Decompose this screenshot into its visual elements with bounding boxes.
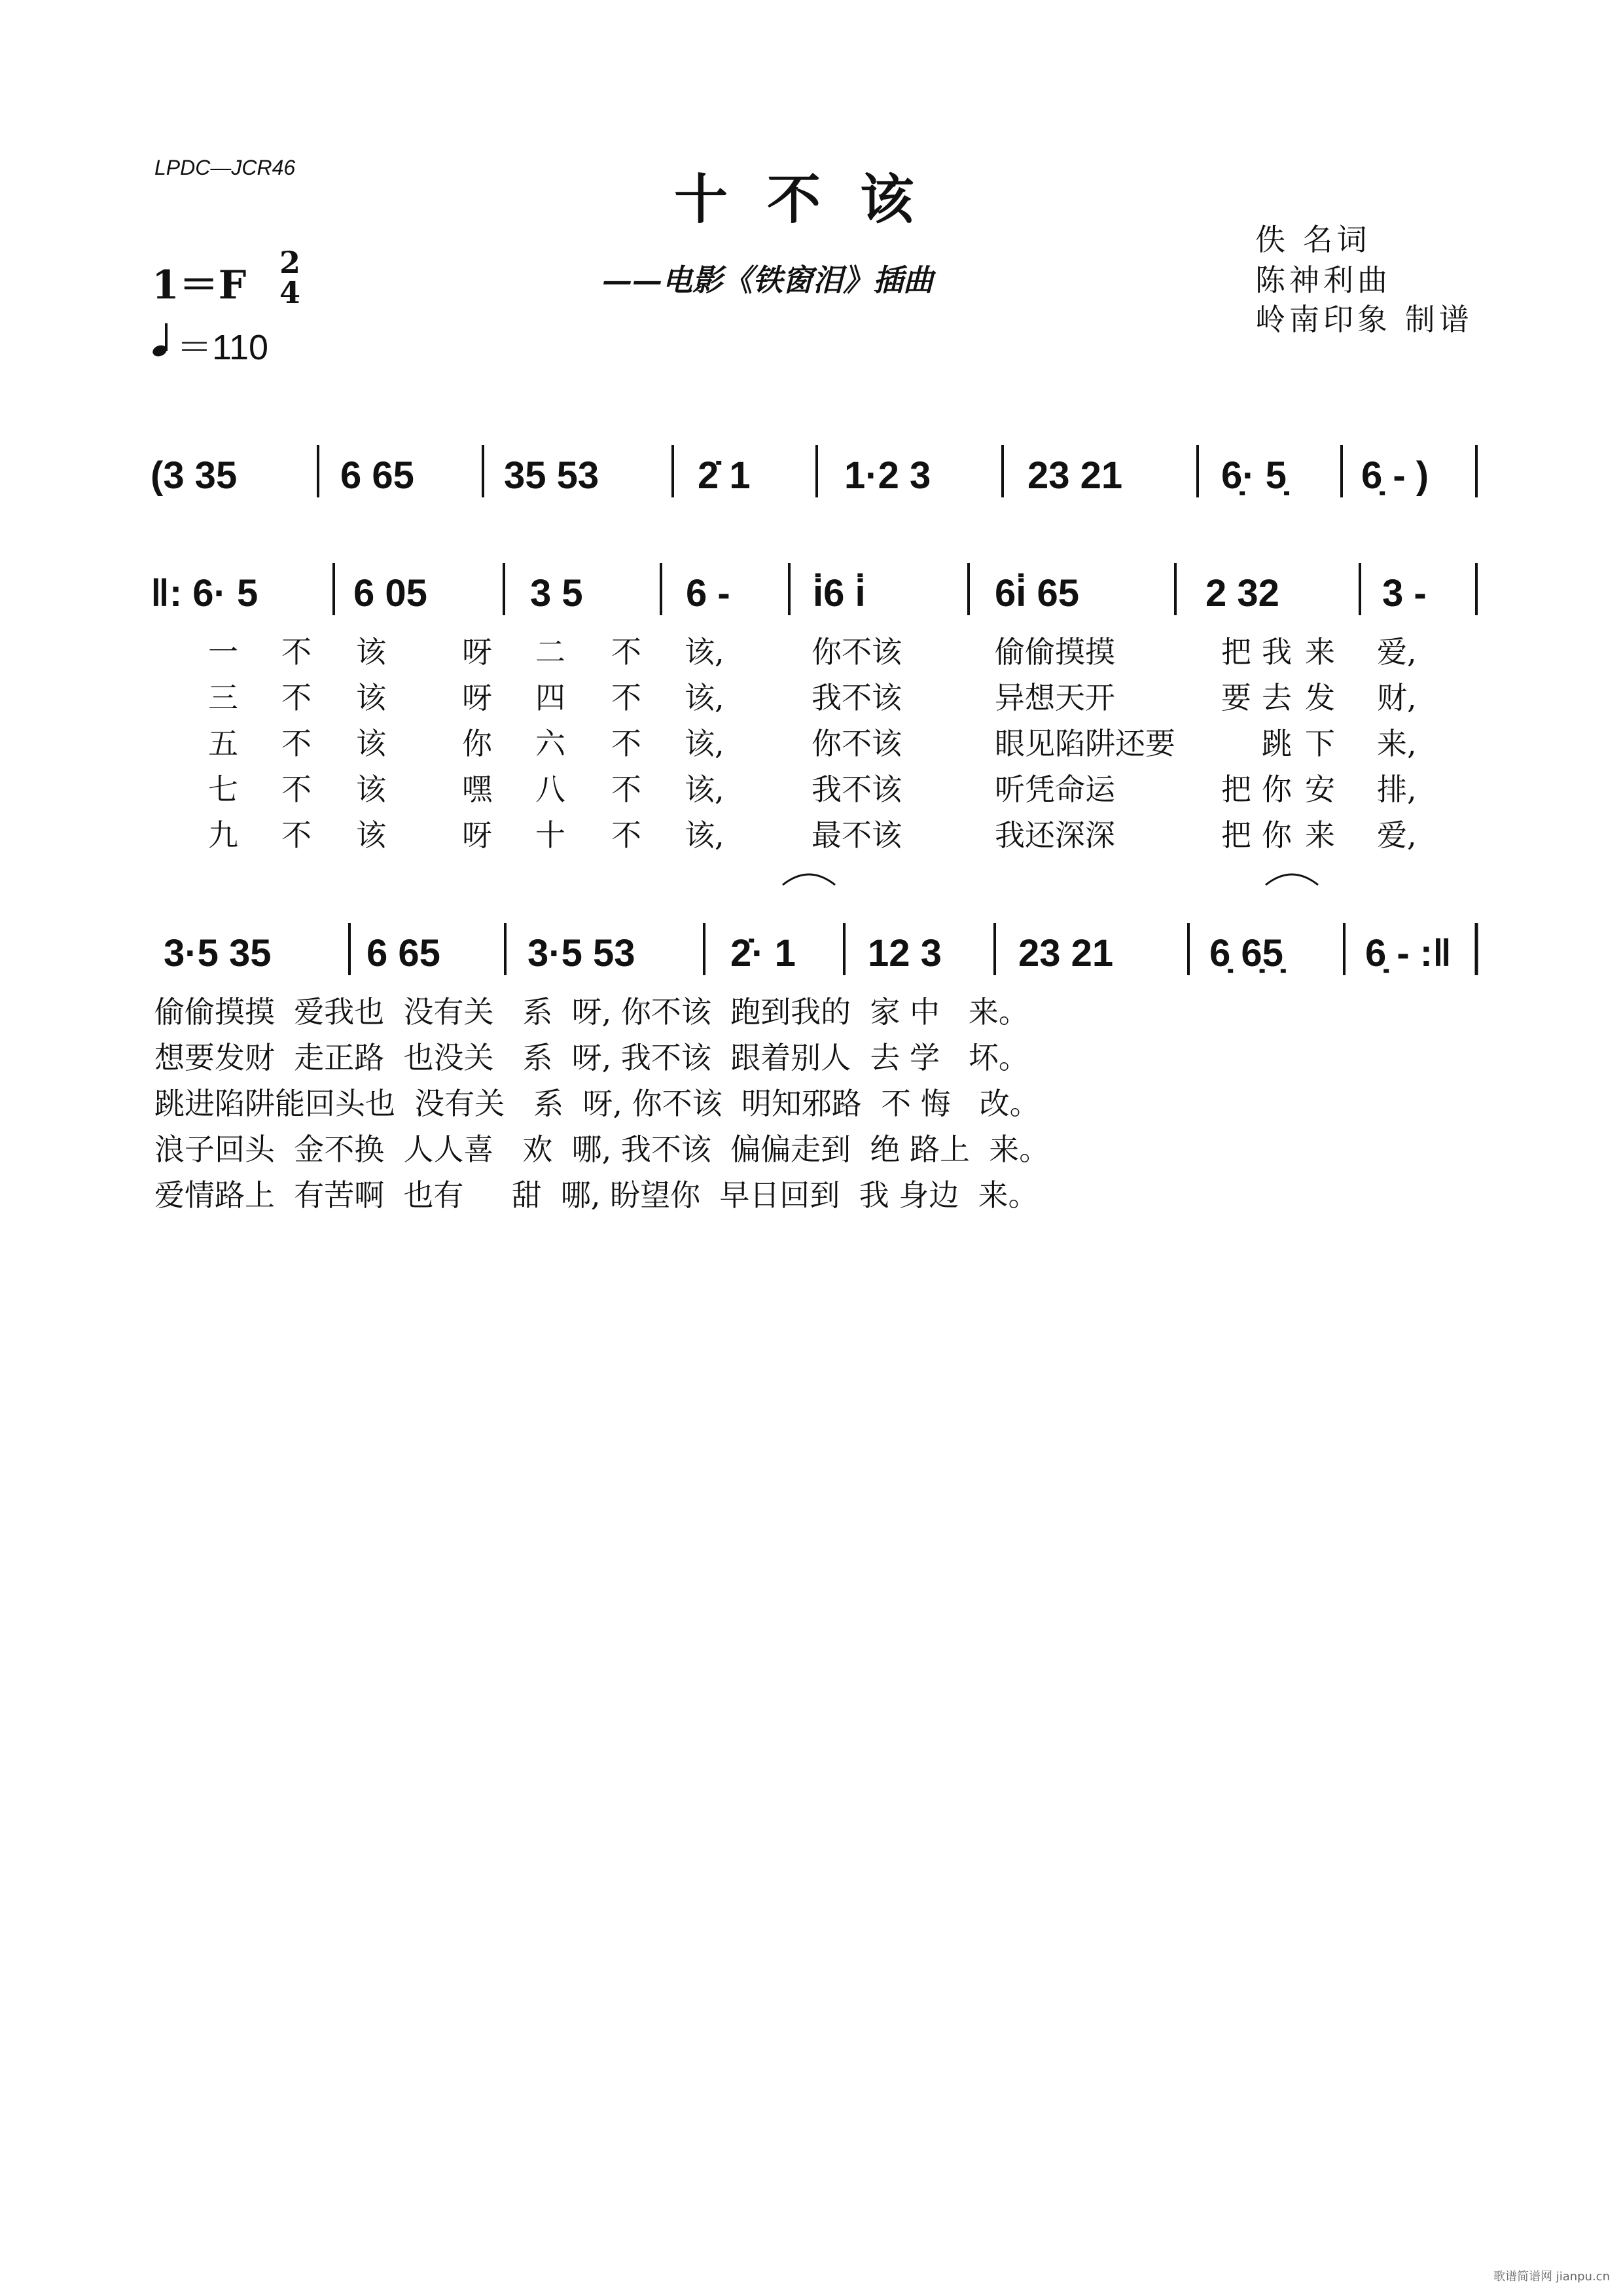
time-signature-bottom: 4: [279, 275, 300, 310]
intro-bar-2: 6 65: [340, 454, 414, 497]
lyric-syllable: 来,: [1377, 726, 1417, 761]
lyric-syllable: 发: [1305, 680, 1335, 715]
intro-bar-1: (3 35: [151, 454, 238, 497]
verse-b-3: 跳进陷阱能回头也 没有关 系 呀, 你不该 明知邪路 不 悔 改。: [154, 1086, 1040, 1121]
tempo-marking: ＝110: [177, 328, 269, 367]
lyric-syllable: 该: [356, 680, 386, 715]
lyric-syllable: 呀: [462, 817, 492, 853]
site-watermark: 歌谱简谱网 jianpu.cn: [1493, 2270, 1610, 2284]
lyric-syllable: 把: [1221, 817, 1251, 853]
lyric-phrase: 我还深深: [995, 817, 1115, 853]
line1-bar-4: 6 -: [686, 572, 730, 615]
arranger-credit: 岭南印象 制谱: [1255, 302, 1473, 337]
lyric-phrase: 我不该: [812, 680, 902, 715]
lyric-syllable: 九: [208, 817, 238, 853]
lyric-syllable: 该,: [685, 817, 724, 853]
lyric-syllable: 要: [1221, 680, 1251, 715]
lyric-syllable: 我: [1262, 634, 1292, 670]
lyric-syllable: 四: [535, 680, 565, 715]
line2-bar-5: 12 3: [868, 932, 942, 975]
lyric-syllable: 呀: [462, 680, 492, 715]
line2-bar-7: 6̣ 6̣5̣: [1209, 932, 1283, 975]
lyric-syllable: 该,: [685, 634, 724, 670]
intro-bar-5: 1·2 3: [844, 454, 931, 497]
lyric-syllable: 去: [1262, 680, 1292, 715]
lyric-syllable: 来: [1305, 634, 1335, 670]
line2-bar-4: 2̇· 1: [730, 932, 796, 975]
lyric-syllable: 不: [611, 680, 641, 715]
lyric-syllable: 不: [281, 726, 312, 761]
lyric-syllable: 不: [611, 634, 641, 670]
lyric-syllable: 不: [281, 772, 312, 807]
verse-a-4: [208, 772, 1417, 807]
lyric-syllable: 呀: [462, 634, 492, 670]
lyric-syllable: 七: [208, 772, 238, 807]
verse-b-2: 想要发财 走正路 也没关 系 呀, 我不该 跟着别人 去 学 坏。: [154, 1040, 1029, 1075]
lyric-syllable: 该,: [685, 726, 724, 761]
lyric-phrase: 我不该: [812, 772, 902, 807]
lyric-syllable: 十: [535, 817, 565, 853]
lyric-syllable: 不: [611, 726, 641, 761]
time-signature-top: 2: [279, 245, 300, 280]
lyric-syllable: 爱,: [1377, 634, 1417, 670]
lyric-syllable: 你: [462, 726, 492, 761]
lyricist-credit: 佚 名词: [1255, 222, 1371, 257]
lyric-syllable: 把: [1221, 772, 1251, 807]
lyric-syllable: 爱,: [1377, 817, 1417, 853]
lyric-syllable: 五: [208, 726, 238, 761]
lyric-syllable: 财,: [1377, 680, 1417, 715]
song-subtitle: ——电影《铁窗泪》插曲: [602, 262, 933, 298]
verse-a-5: [208, 817, 1417, 853]
lyric-syllable: 你: [1262, 817, 1292, 853]
lyric-phrase: 听凭命运: [995, 772, 1115, 807]
lyric-syllable: 嘿: [462, 772, 492, 807]
verse-b-1: 偷偷摸摸 爱我也 没有关 系 呀, 你不该 跑到我的 家 中 来。: [154, 994, 1029, 1030]
lyric-phrase: 眼见陷阱还要: [995, 726, 1175, 761]
intro-bar-8: 6̣ - ): [1361, 454, 1429, 497]
composer-credit: 陈神利曲: [1255, 262, 1391, 298]
intro-bar-6: 23 21: [1027, 454, 1123, 497]
line1-bar-5: i̇6 i̇: [813, 572, 866, 615]
verse-a-2: [208, 680, 1417, 715]
lyric-syllable: 把: [1221, 634, 1251, 670]
lyric-syllable: 该: [356, 817, 386, 853]
lyric-syllable: 二: [535, 634, 565, 670]
line1-bar-6: 6i̇ 65: [995, 572, 1079, 615]
lyric-syllable: 来: [1305, 817, 1335, 853]
line1-bar-7: 2 32: [1205, 572, 1279, 615]
lyric-syllable: 三: [208, 680, 238, 715]
line2-bar-8: 6̣ - :‖: [1365, 932, 1452, 975]
intro-bar-7: 6̣· 5̣: [1221, 454, 1287, 497]
lyric-syllable: 不: [611, 772, 641, 807]
lyric-syllable: 下: [1305, 726, 1335, 761]
lyric-syllable: 你: [1262, 772, 1292, 807]
lyric-syllable: 不: [611, 817, 641, 853]
song-title: 十不该: [674, 168, 954, 231]
line1-bar-2: 6 05: [353, 572, 427, 615]
lyric-syllable: 六: [535, 726, 565, 761]
line1-bar-1: ‖: 6· 5: [151, 572, 259, 615]
lyric-phrase: 你不该: [812, 634, 902, 670]
lyric-syllable: 安: [1305, 772, 1335, 807]
lyric-phrase: 偷偷摸摸: [995, 634, 1115, 670]
line2-bar-6: 23 21: [1018, 932, 1114, 975]
lyric-phrase: 你不该: [812, 726, 902, 761]
lyric-syllable: 该: [356, 772, 386, 807]
verse-a-3: [208, 726, 1417, 761]
lyric-phrase: 异想天开: [995, 680, 1115, 715]
lyric-syllable: 该,: [685, 680, 724, 715]
lyric-syllable: 八: [535, 772, 565, 807]
lyric-syllable: 不: [281, 680, 312, 715]
lyric-syllable: 该,: [685, 772, 724, 807]
verse-b-4: 浪子回头 金不换 人人喜 欢 哪, 我不该 偏偏走到 绝 路上 来。: [154, 1132, 1050, 1167]
key-signature: 1＝F: [152, 262, 247, 308]
lyric-syllable: 不: [281, 817, 312, 853]
lyric-syllable: 排,: [1377, 772, 1417, 807]
line2-bar-3: 3·5 53: [527, 932, 635, 975]
verse-b-5: 爱情路上 有苦啊 也有 甜 哪, 盼望你 早日回到 我 身边 来。: [154, 1177, 1039, 1213]
line2-bar-1: 3·5 35: [164, 932, 272, 975]
intro-bar-4: 2̇ 1: [698, 454, 751, 497]
lyric-syllable: 该: [356, 634, 386, 670]
lyric-syllable: 一: [208, 634, 238, 670]
lyric-phrase: 最不该: [812, 817, 902, 853]
verse-a-1: [208, 634, 1417, 670]
line2-bar-2: 6 65: [366, 932, 440, 975]
line1-bar-8: 3 -: [1382, 572, 1427, 615]
lyric-syllable: 该: [356, 726, 386, 761]
lyric-syllable: 不: [281, 634, 312, 670]
intro-bar-3: 35 53: [504, 454, 599, 497]
lyric-syllable: 跳: [1262, 726, 1292, 761]
score-code: LPDC—JCR46: [154, 156, 296, 179]
line1-bar-3: 3 5: [530, 572, 583, 615]
